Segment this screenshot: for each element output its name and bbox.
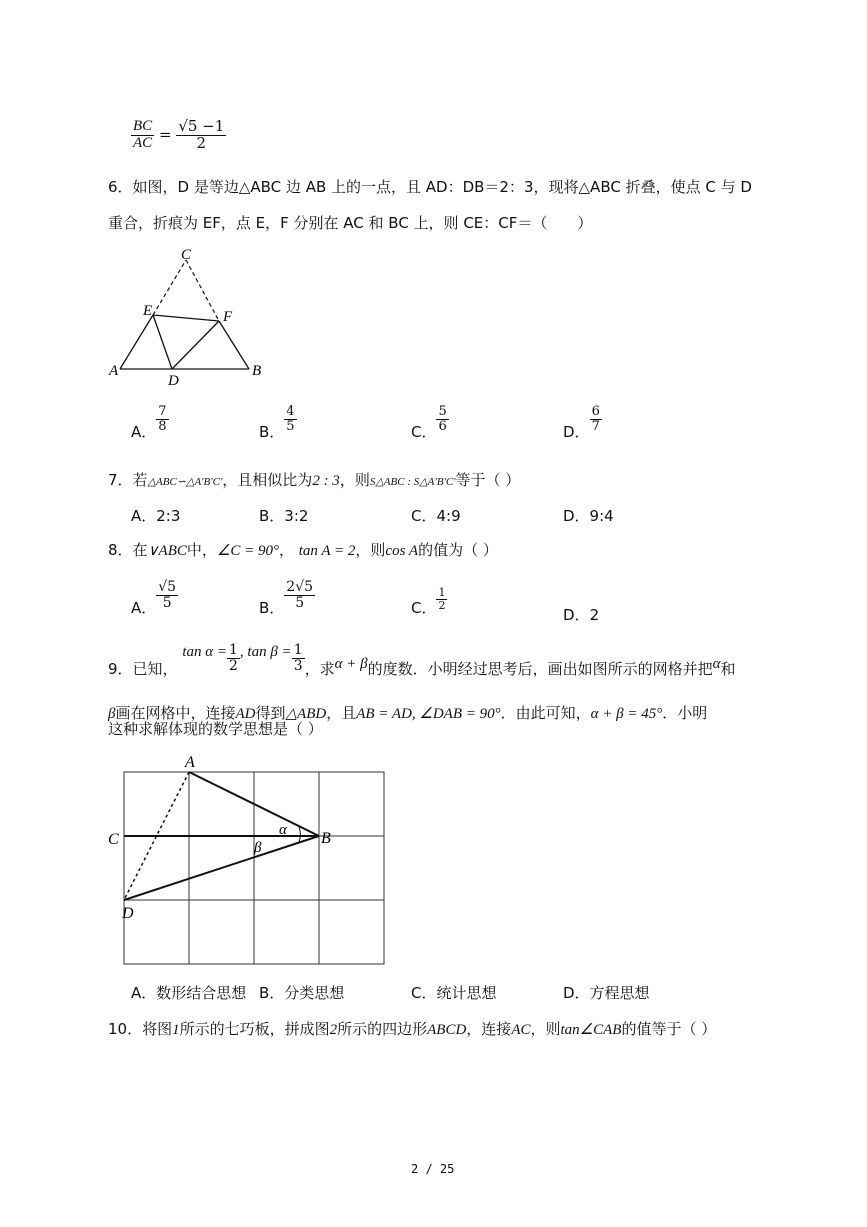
q7-option-c: C．4:9 [411, 507, 461, 525]
page-number: 2 / 25 [411, 1162, 455, 1176]
formula-eq: = [158, 125, 172, 144]
q6-option-b: B． $\frac{4}{5}$ [259, 404, 295, 442]
q6-label-b: B [252, 363, 262, 379]
q6-label-d: D [168, 373, 179, 389]
q9-line1: 9．已知， tan α = $\frac{1}{2}$ , tan β = $\frac{1}{3}$ ，求α + β的度数．小明经过思考后，画出如图所示的网格并把α和 [108, 642, 736, 678]
formula-lhs-den: AC [133, 134, 153, 151]
q6-figure [105, 245, 270, 390]
q6-option-a: A． $\frac{7}{8}$ [131, 404, 167, 442]
q9-option-c: C．统计思想 [411, 984, 497, 1002]
q9-option-a: A．数形结合思想 [131, 984, 247, 1002]
q9-option-b: B．分类思想 [259, 984, 345, 1002]
q9-figure [100, 752, 390, 972]
q9-line3: 这种求解体现的数学思想是（ ） [108, 720, 323, 738]
q6-line1: 6．如图，D 是等边△ABC 边 AB 上的一点，且 AD：DB＝2：3，现将△ABC 折叠，使点 C 与 D [108, 178, 752, 196]
q6-label-c: C [181, 247, 192, 263]
q10-line: 10．将图1所示的七巧板，拼成图2所示的四边形ABCD，连接AC，则tan∠CAB的值等于（ ） [108, 1020, 717, 1038]
formula-rhs-num: √5 −1 [178, 117, 225, 135]
q9-label-a: A [185, 754, 195, 771]
q8-option-c: C． $\frac{1}{2}$ [411, 586, 446, 618]
q9-line2: β画在网格中，连接AD得到△ABD，且AB = AD, ∠DAB = 90°．由此可知，α + β = 45°．小明 [108, 704, 708, 722]
q6-option-d: D． $\frac{6}{7}$ [563, 404, 600, 442]
q8-option-b: B． $\frac{2√5}{5}$ [259, 579, 314, 618]
q9-label-b: B [321, 830, 331, 847]
q6-label-e: E [143, 303, 153, 319]
q8-line: 8．在∨ABC中，∠C = 90°， tan A = 2，则cos A的值为（ ） [108, 541, 498, 559]
q7-line: 7．若△ABC∽△A'B'C'，且相似比为2 : 3，则S△ABC : S△A'B'C'等于（ ） [108, 471, 521, 489]
q6-option-c: C． $\frac{5}{6}$ [411, 404, 447, 442]
q9-label-d: D [122, 905, 134, 922]
q9-label-alpha: α [279, 822, 287, 838]
q7-option-b: B．3:2 [259, 507, 309, 525]
q9-label-beta: β [254, 840, 262, 856]
formula-lhs-num: BC [133, 118, 153, 134]
q9-option-d: D．方程思想 [563, 984, 650, 1002]
q7-option-d: D．9:4 [563, 507, 614, 525]
q6-label-f: F [223, 309, 233, 325]
top-formula [131, 119, 226, 152]
formula-rhs-den: 2 [196, 133, 207, 152]
q6-label-a: A [109, 363, 119, 379]
q6-line2: 重合，折痕为 EF，点 E，F 分别在 AC 和 BC 上，则 CE：CF＝（ ） [108, 214, 593, 232]
q9-label-c: C [108, 831, 119, 848]
q8-option-d: D．2 [563, 606, 600, 624]
q7-option-a: A．2:3 [131, 507, 181, 525]
q8-option-a: A． $\frac{√5}{5}$ [131, 579, 177, 618]
